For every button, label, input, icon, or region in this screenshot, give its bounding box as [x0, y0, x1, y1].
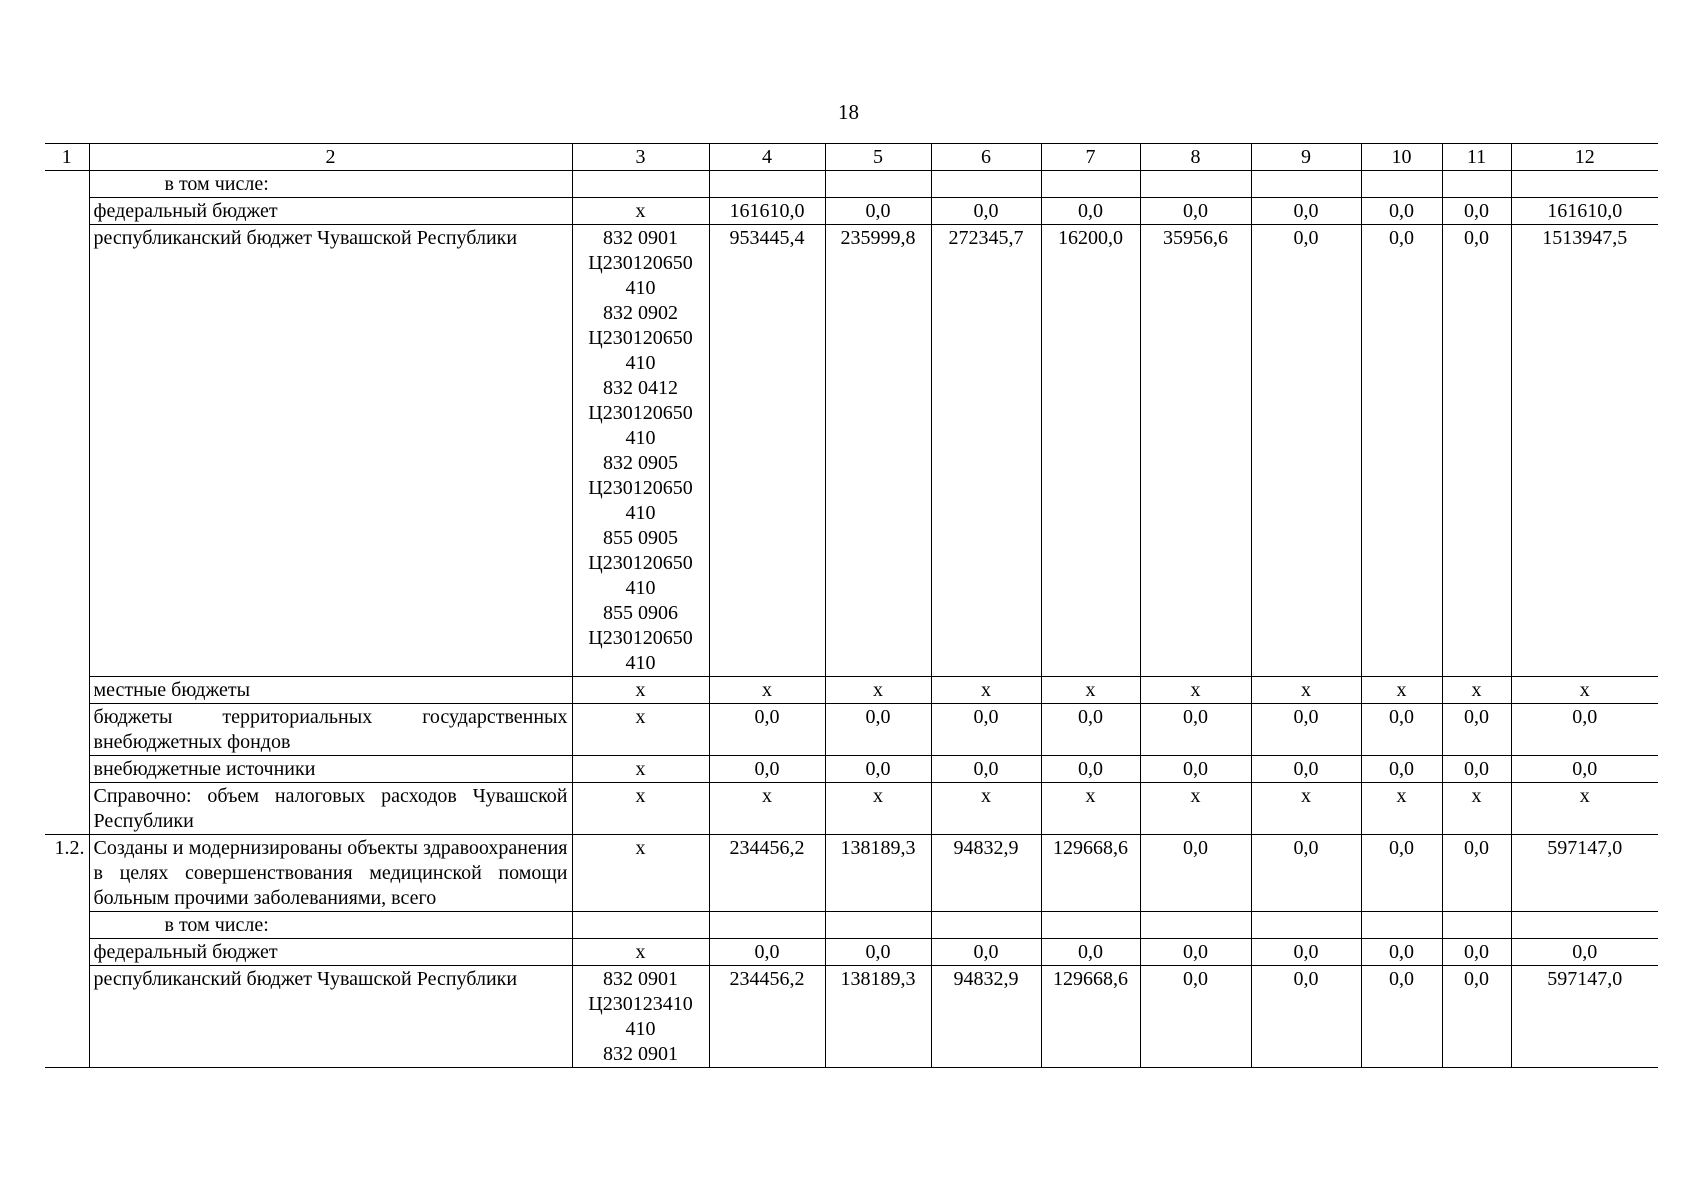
value-cell: 0,0 [1041, 939, 1140, 966]
value-cell: 0,0 [1041, 756, 1140, 783]
budget-code-cell: х [572, 939, 709, 966]
budget-code-cell: х [572, 677, 709, 704]
value-cell: х [1442, 783, 1511, 835]
value-cell: 0,0 [1251, 225, 1361, 677]
value-cell: 0,0 [931, 756, 1041, 783]
value-cell [709, 171, 825, 198]
value-cell: 0,0 [1361, 198, 1442, 225]
value-cell: 35956,6 [1140, 225, 1251, 677]
value-cell: 0,0 [1251, 198, 1361, 225]
value-cell: х [1251, 783, 1361, 835]
value-cell: 272345,7 [931, 225, 1041, 677]
value-cell [1041, 171, 1140, 198]
value-cell: х [1361, 677, 1442, 704]
value-cell [931, 912, 1041, 939]
value-cell [1140, 912, 1251, 939]
value-cell [1361, 171, 1442, 198]
value-cell: 0,0 [1251, 835, 1361, 912]
budget-code-cell: х [572, 783, 709, 835]
row-label-cell: местные бюджеты [89, 677, 572, 704]
budget-code-cell: х [572, 198, 709, 225]
value-cell: 0,0 [825, 704, 931, 756]
value-cell: 953445,4 [709, 225, 825, 677]
value-cell: 0,0 [1442, 704, 1511, 756]
value-cell: х [1041, 677, 1140, 704]
value-cell: 0,0 [1442, 198, 1511, 225]
value-cell: х [709, 783, 825, 835]
table-row [45, 225, 1658, 677]
table-row [45, 677, 1658, 704]
value-cell: 138189,3 [825, 966, 931, 1068]
value-cell: 0,0 [931, 939, 1041, 966]
value-cell: 161610,0 [1511, 198, 1658, 225]
header-cell: 10 [1361, 144, 1442, 171]
row-label-cell: федеральный бюджет [89, 939, 572, 966]
value-cell: 0,0 [1041, 704, 1140, 756]
value-cell: х [1511, 677, 1658, 704]
row-label-cell: республиканский бюджет Чувашской Республики [89, 966, 572, 1068]
value-cell: х [931, 677, 1041, 704]
value-cell: 0,0 [1041, 198, 1140, 225]
row-number-cell [45, 704, 89, 756]
value-cell [1251, 912, 1361, 939]
value-cell: х [825, 677, 931, 704]
row-label-cell: внебюджетные источники [89, 756, 572, 783]
value-cell: 0,0 [1140, 966, 1251, 1068]
table-row [45, 704, 1658, 756]
row-label-cell: в том числе: [89, 171, 572, 198]
header-cell: 1 [45, 144, 89, 171]
value-cell [825, 171, 931, 198]
header-cell: 7 [1041, 144, 1140, 171]
value-cell: 0,0 [1442, 966, 1511, 1068]
value-cell: 0,0 [1251, 704, 1361, 756]
header-cell: 8 [1140, 144, 1251, 171]
value-cell: 0,0 [931, 704, 1041, 756]
value-cell: 0,0 [1140, 198, 1251, 225]
row-number-cell [45, 756, 89, 783]
value-cell: 0,0 [825, 939, 931, 966]
value-cell: 94832,9 [931, 835, 1041, 912]
value-cell: 16200,0 [1041, 225, 1140, 677]
budget-code-cell: 832 0901 Ц230120650 410 832 0902 Ц230120650 410 832 0412 Ц230120650 410 832 0905 Ц230120650 410 855 0905 Ц230120650 410 855 0906 Ц230120650 410 [572, 225, 709, 677]
budget-code-cell: х [572, 704, 709, 756]
value-cell: 0,0 [825, 756, 931, 783]
table-row [45, 756, 1658, 783]
row-number-cell [45, 966, 89, 1068]
value-cell: 0,0 [1511, 939, 1658, 966]
value-cell: 235999,8 [825, 225, 931, 677]
value-cell: 0,0 [1361, 835, 1442, 912]
value-cell: 0,0 [1511, 704, 1658, 756]
value-cell: 0,0 [1361, 225, 1442, 677]
value-cell: 597147,0 [1511, 966, 1658, 1068]
value-cell: 0,0 [1361, 966, 1442, 1068]
value-cell: 0,0 [709, 756, 825, 783]
value-cell: 138189,3 [825, 835, 931, 912]
value-cell: х [1361, 783, 1442, 835]
value-cell [1511, 171, 1658, 198]
table-row [45, 171, 1658, 198]
value-cell: 0,0 [709, 704, 825, 756]
header-cell: 2 [89, 144, 572, 171]
value-cell: 0,0 [1140, 756, 1251, 783]
header-cell: 5 [825, 144, 931, 171]
value-cell [1511, 912, 1658, 939]
value-cell: 234456,2 [709, 966, 825, 1068]
value-cell: 0,0 [1251, 966, 1361, 1068]
value-cell: х [1511, 783, 1658, 835]
value-cell [1442, 171, 1511, 198]
row-label-cell: Созданы и модернизированы объекты здравоохранения в целях совершенствования медицинской помощи больным прочими заболеваниями, всего [89, 835, 572, 912]
table-row [45, 783, 1658, 835]
value-cell: 1513947,5 [1511, 225, 1658, 677]
value-cell: 0,0 [1361, 939, 1442, 966]
value-cell: 0,0 [1140, 939, 1251, 966]
value-cell: 0,0 [1251, 756, 1361, 783]
value-cell: х [1251, 677, 1361, 704]
row-number-cell [45, 171, 89, 198]
row-label-cell: Справочно: объем налоговых расходов Чувашской Республики [89, 783, 572, 835]
header-cell: 12 [1511, 144, 1658, 171]
header-row [45, 144, 1658, 171]
value-cell: х [825, 783, 931, 835]
page-number: 18 [838, 100, 859, 124]
table-row [45, 939, 1658, 966]
header-cell: 3 [572, 144, 709, 171]
budget-code-cell [572, 912, 709, 939]
value-cell [1251, 171, 1361, 198]
value-cell: 0,0 [1442, 939, 1511, 966]
row-number-cell [45, 912, 89, 939]
value-cell [1442, 912, 1511, 939]
row-label-cell: федеральный бюджет [89, 198, 572, 225]
value-cell: 129668,6 [1041, 835, 1140, 912]
budget-table [45, 143, 1658, 1068]
value-cell: х [1140, 677, 1251, 704]
row-number-cell [45, 783, 89, 835]
table-row [45, 198, 1658, 225]
header-cell: 9 [1251, 144, 1361, 171]
value-cell: 0,0 [1442, 835, 1511, 912]
value-cell: 161610,0 [709, 198, 825, 225]
row-number-cell [45, 225, 89, 677]
value-cell: 0,0 [1361, 756, 1442, 783]
header-cell: 11 [1442, 144, 1511, 171]
table-row [45, 835, 1658, 912]
value-cell [931, 171, 1041, 198]
value-cell: 0,0 [931, 198, 1041, 225]
value-cell [1140, 171, 1251, 198]
value-cell: 0,0 [1140, 704, 1251, 756]
value-cell: 94832,9 [931, 966, 1041, 1068]
value-cell [825, 912, 931, 939]
value-cell: 0,0 [825, 198, 931, 225]
value-cell [1361, 912, 1442, 939]
row-number-cell [45, 677, 89, 704]
value-cell: 234456,2 [709, 835, 825, 912]
value-cell: 597147,0 [1511, 835, 1658, 912]
value-cell: 0,0 [1140, 835, 1251, 912]
value-cell: х [1140, 783, 1251, 835]
row-number-cell [45, 198, 89, 225]
value-cell: х [709, 677, 825, 704]
value-cell: 0,0 [1442, 756, 1511, 783]
value-cell [1041, 912, 1140, 939]
header-cell: 6 [931, 144, 1041, 171]
value-cell: 0,0 [1361, 704, 1442, 756]
value-cell: 129668,6 [1041, 966, 1140, 1068]
table-row [45, 912, 1658, 939]
budget-code-cell: х [572, 835, 709, 912]
value-cell [709, 912, 825, 939]
budget-code-cell: 832 0901 Ц230123410 410 832 0901 [572, 966, 709, 1068]
value-cell: 0,0 [709, 939, 825, 966]
header-cell: 4 [709, 144, 825, 171]
row-number-cell: 1.2. [45, 835, 89, 912]
value-cell: 0,0 [1511, 756, 1658, 783]
row-number-cell [45, 939, 89, 966]
table-row [45, 966, 1658, 1068]
budget-code-cell: х [572, 756, 709, 783]
value-cell: х [1442, 677, 1511, 704]
value-cell: х [1041, 783, 1140, 835]
budget-code-cell [572, 171, 709, 198]
value-cell: х [931, 783, 1041, 835]
row-label-cell: республиканский бюджет Чувашской Республики [89, 225, 572, 677]
row-label-cell: бюджеты территориальных государственных внебюджетных фондов [89, 704, 572, 756]
value-cell: 0,0 [1442, 225, 1511, 677]
value-cell: 0,0 [1251, 939, 1361, 966]
row-label-cell: в том числе: [89, 912, 572, 939]
